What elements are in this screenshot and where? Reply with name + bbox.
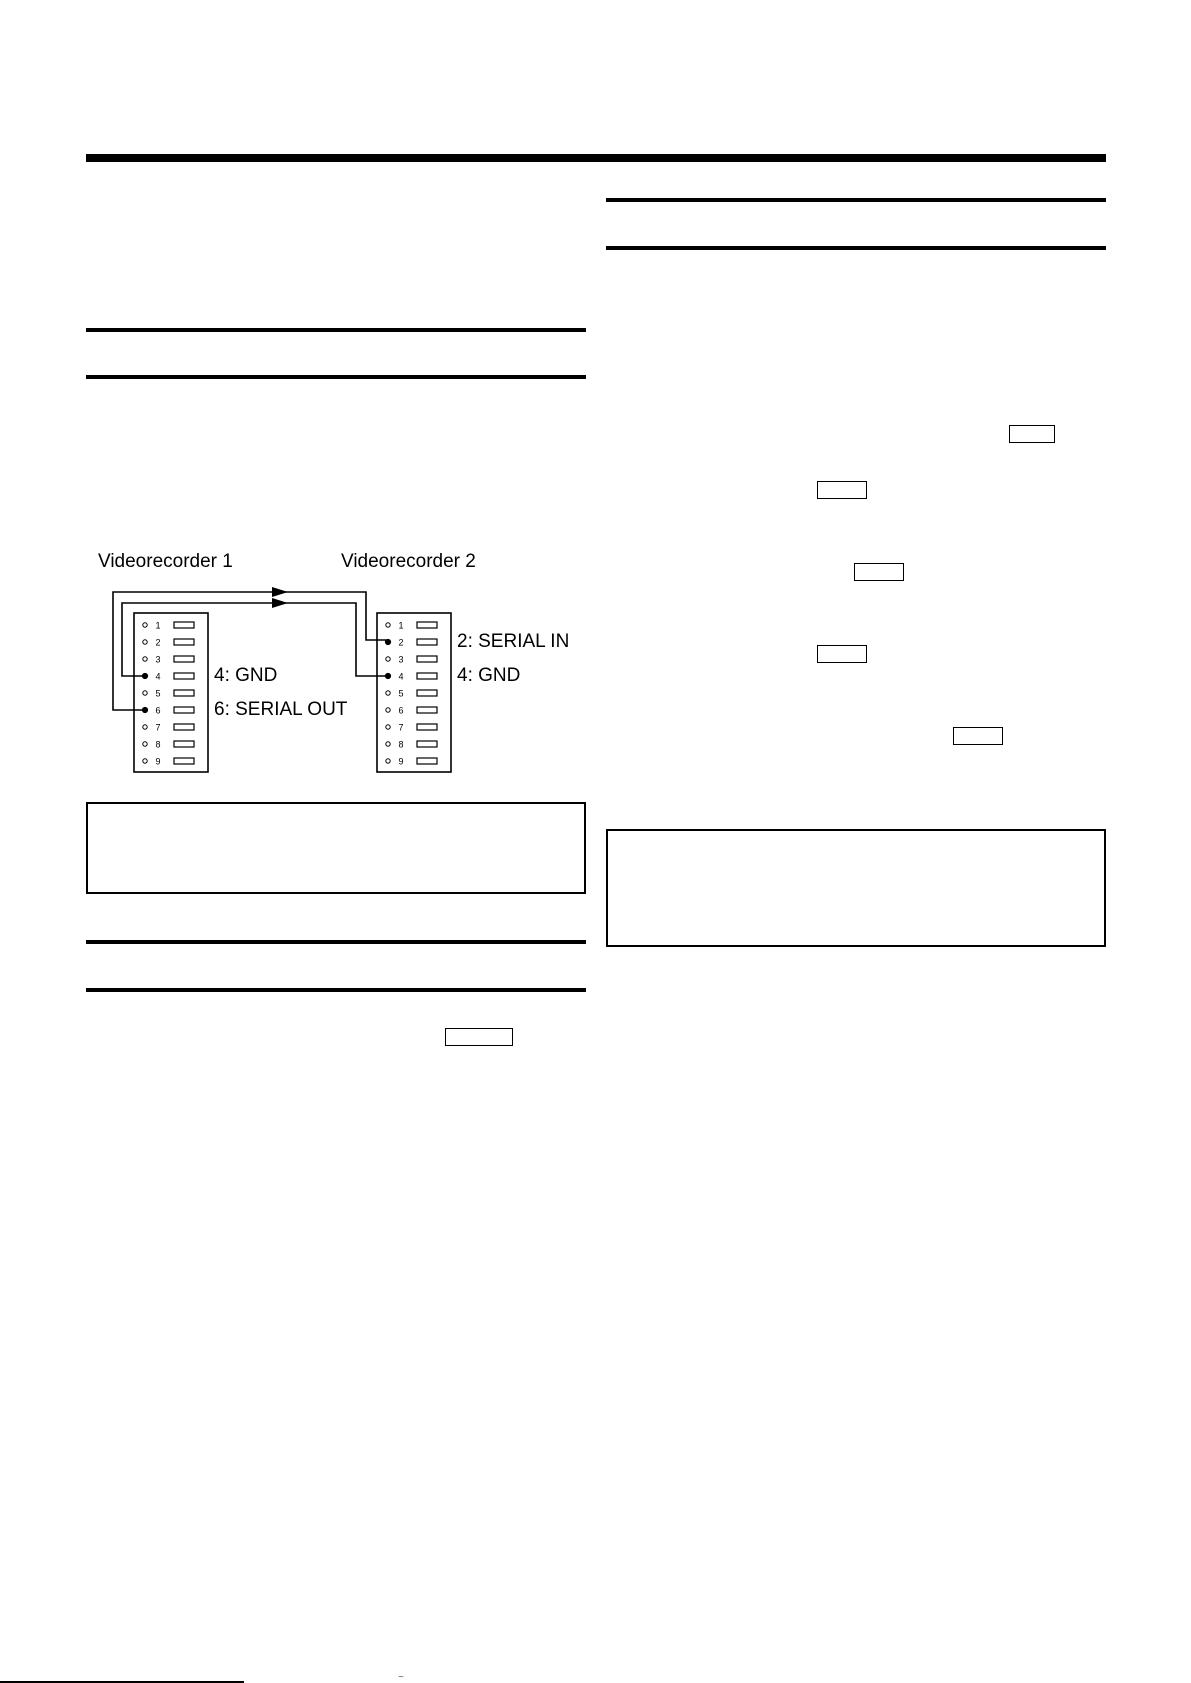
connector-2-pin-6-number: 6 bbox=[398, 705, 404, 716]
connector-1-label-gnd: 4: GND bbox=[214, 665, 278, 686]
connector-2-pin-4-slot bbox=[417, 673, 437, 679]
connector-2-pin-3-number: 3 bbox=[398, 654, 404, 665]
connector-2-pin-1-dot bbox=[386, 623, 390, 627]
connector-1-pin-2-slot bbox=[174, 639, 194, 645]
connector-2-pin-3-dot bbox=[386, 657, 390, 661]
right-key-button-3 bbox=[854, 563, 904, 581]
connector-1-pin-9-number: 9 bbox=[155, 756, 161, 767]
connector-1-pin-7-slot bbox=[174, 724, 194, 730]
connector-1-pin-4-slot bbox=[174, 673, 194, 679]
connector-2-pin-5-number: 5 bbox=[398, 688, 404, 699]
connector-1-pin-5-slot bbox=[174, 690, 194, 696]
connector-1-pin-5-number: 5 bbox=[155, 688, 161, 699]
connector-2-pin-2-slot bbox=[417, 639, 437, 645]
connector-1-pin-9-dot bbox=[143, 759, 147, 763]
right-key-button-2 bbox=[817, 481, 867, 499]
connection-diagram bbox=[0, 0, 1191, 800]
connector-2-pin-9-number: 9 bbox=[398, 756, 404, 767]
connector-1-pin-3-number: 3 bbox=[155, 654, 161, 665]
right-key-button-1 bbox=[1009, 425, 1055, 443]
connector-2-pin-7-slot bbox=[417, 724, 437, 730]
footer-mark: ~ bbox=[398, 1672, 404, 1683]
connector-2-pin-6-slot bbox=[417, 707, 437, 713]
connector-2-pin-8-number: 8 bbox=[398, 739, 404, 750]
connector-1-pin-9-slot bbox=[174, 758, 194, 764]
left-note-box bbox=[86, 802, 586, 894]
right-key-button-4 bbox=[817, 645, 867, 663]
connector-1-pin-2-number: 2 bbox=[155, 637, 161, 648]
connector-1-pin-3-dot bbox=[143, 657, 147, 661]
connector-2-pin-7-dot bbox=[386, 725, 390, 729]
connector-2-pin-8-dot bbox=[386, 742, 390, 746]
connector-1-pin-6-number: 6 bbox=[155, 705, 161, 716]
connector-1-pin-6-slot bbox=[174, 707, 194, 713]
connector-2-pin-3-slot bbox=[417, 656, 437, 662]
connector-1-pin-7-number: 7 bbox=[155, 722, 161, 733]
connector-2-pin-5-dot bbox=[386, 691, 390, 695]
connector-2-pin-2-number: 2 bbox=[398, 637, 404, 648]
connector-1-pin-3-slot bbox=[174, 656, 194, 662]
arrowhead-gnd bbox=[272, 598, 288, 608]
connector-2-pin-9-slot bbox=[417, 758, 437, 764]
connector-1-pin-8-number: 8 bbox=[155, 739, 161, 750]
connector-1-pin-2-dot bbox=[143, 640, 147, 644]
right-key-button-5 bbox=[953, 727, 1003, 745]
recorder-1-label: Videorecorder 1 bbox=[98, 551, 233, 572]
connector-wiring-svg bbox=[0, 0, 1191, 800]
connector-2-pin-8-slot bbox=[417, 741, 437, 747]
left-section-2-rule-bottom bbox=[86, 988, 586, 992]
connector-1-pin-5-dot bbox=[143, 691, 147, 695]
connector-1-pin-1-number: 1 bbox=[155, 620, 161, 631]
connector-2-pin-9-dot bbox=[386, 759, 390, 763]
left-section-2-rule-top bbox=[86, 940, 586, 944]
connector-2-pin-7-number: 7 bbox=[398, 722, 404, 733]
connector-1-pin-1-dot bbox=[143, 623, 147, 627]
connector-1-pin-7-dot bbox=[143, 725, 147, 729]
connector-2-pin-5-slot bbox=[417, 690, 437, 696]
connector-2-label-serial-in: 2: SERIAL IN bbox=[457, 631, 570, 652]
connector-2-pin-6-dot bbox=[386, 708, 390, 712]
connector-1-pin-4-number: 4 bbox=[155, 671, 161, 682]
connector-2-pin-1-number: 1 bbox=[398, 620, 404, 631]
connector-1-pin-1-slot bbox=[174, 622, 194, 628]
connector-1-pin-8-dot bbox=[143, 742, 147, 746]
connector-2-label-gnd: 4: GND bbox=[457, 665, 521, 686]
connector-2-pin-1-slot bbox=[417, 622, 437, 628]
connector-2-pin-4-number: 4 bbox=[398, 671, 404, 682]
connector-1-pin-8-slot bbox=[174, 741, 194, 747]
connector-1-label-serial-out: 6: SERIAL OUT bbox=[214, 699, 348, 720]
recorder-2-label: Videorecorder 2 bbox=[341, 551, 476, 572]
left-key-button bbox=[445, 1028, 513, 1046]
right-note-box bbox=[606, 829, 1106, 947]
arrowhead-serial bbox=[272, 587, 288, 597]
